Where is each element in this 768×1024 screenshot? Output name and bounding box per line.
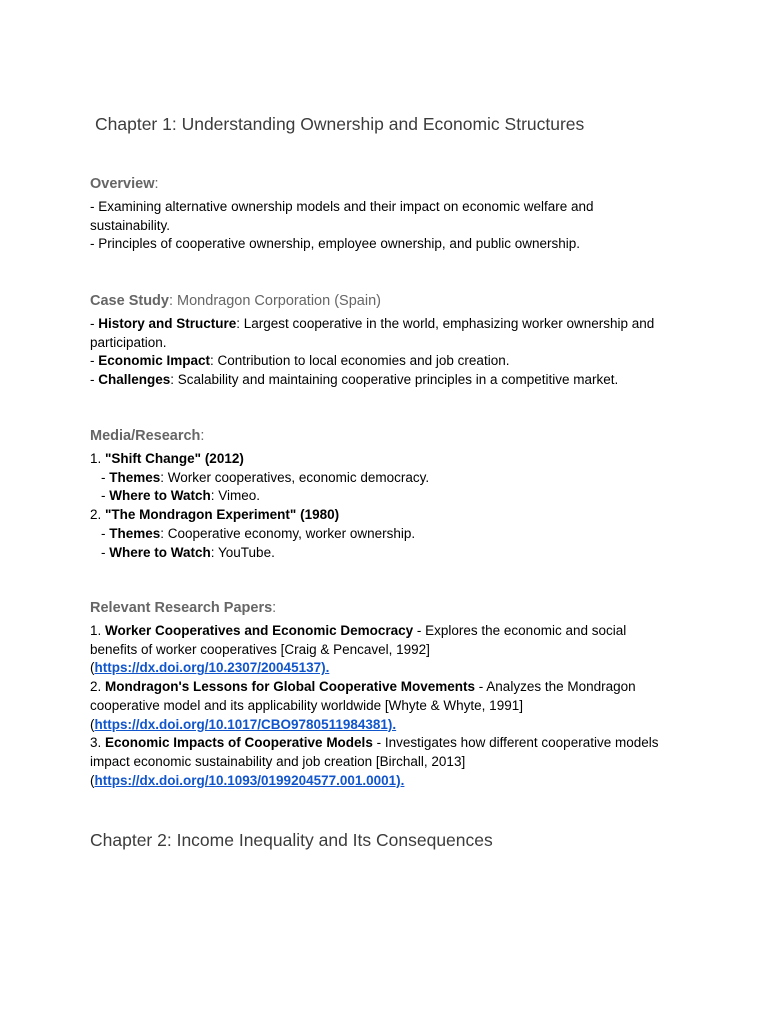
overview-line-3: - Principles of cooperative ownership, employee ownership, and public ownership. [90,236,581,252]
case-study-subtitle: : Mondragon Corporation (Spain) [168,293,381,309]
media-item-themes [90,525,690,544]
media-item-title [90,506,690,525]
paper-link-line [90,772,690,791]
list-number: 2. [90,507,106,523]
themes-text: : Cooperative economy, worker ownership. [160,525,416,541]
watch-label: Where to Watch [109,544,211,560]
bullet-prefix: - [101,469,110,485]
paper-item [90,622,690,641]
list-number: 1. [90,623,106,638]
bullet-prefix: - [90,353,99,369]
themes-label: Themes [109,469,161,485]
case-study-text: : Scalability and maintaining cooperative principles in a competitive market. [170,372,619,388]
media-item-title [90,450,690,469]
paper-doi-link[interactable]: https://dx.doi.org/10.2307/20045137). [94,660,330,676]
overview-heading-colon: : [154,176,159,192]
case-study-item [90,315,690,334]
paren-open: ( [90,716,95,732]
chapter-1-title: Chapter 1: Understanding Ownership and Economic Structures [95,114,585,134]
case-study-heading-label: Case Study [90,293,169,309]
paren-open: ( [90,660,95,676]
bullet-prefix: - [90,316,99,331]
list-number: 2. [90,679,106,695]
paper-item [90,678,690,697]
overview-body [90,198,690,254]
paper-link-line [90,659,690,678]
case-study-term: History and Structure [98,316,237,331]
case-study-term: Challenges [98,372,171,388]
chapter-2-title: Chapter 2: Income Inequality and Its Consequences [90,830,493,850]
case-study-text: : Contribution to local economies and job creation. [210,353,510,369]
media-item-themes [90,469,690,488]
themes-label: Themes [109,525,161,541]
paper-title: Economic Impacts of Cooperative Models [105,735,373,751]
paper-desc: - Explores the economic and social [413,623,627,638]
media-body [90,450,690,562]
paper-desc: - Analyzes the Mondragon [475,679,636,695]
paper-desc-line: impact economic sustainability and job creation [Birchall, 2013] [90,753,466,769]
paren-open: ( [90,772,95,788]
watch-text: : YouTube. [210,544,275,560]
paper-doi-link[interactable]: https://dx.doi.org/10.1093/0199204577.001.0001). [94,772,405,788]
paper-link-line [90,716,690,735]
papers-heading-label: Relevant Research Papers [90,600,273,616]
overview-line-2: sustainability. [90,217,171,233]
bullet-prefix: - [101,544,110,560]
list-number: 1. [90,451,106,466]
case-study-body [90,315,690,390]
overview-heading-label: Overview [90,176,155,192]
case-study-item [90,352,690,371]
case-study-term: Economic Impact [98,353,211,369]
themes-text: : Worker cooperatives, economic democracy. [160,469,430,485]
papers-heading-colon: : [272,600,277,616]
paper-title: Mondragon's Lessons for Global Cooperative Movements [105,679,476,695]
paper-title: Worker Cooperatives and Economic Democracy [105,623,414,638]
case-study-item-continuation: participation. [90,334,167,350]
bullet-prefix: - [90,372,99,388]
papers-body [90,622,690,790]
media-item-watch [90,544,690,563]
case-study-heading [90,293,381,309]
papers-heading [90,600,276,616]
media-heading-label: Media/Research [90,428,201,444]
case-study-item [90,371,690,390]
media-title: "Shift Change" (2012) [105,451,244,466]
media-heading [90,428,204,444]
watch-text: : Vimeo. [210,488,261,504]
media-title: "The Mondragon Experiment" (1980) [105,507,340,523]
paper-desc: - Investigates how different cooperative models [372,735,659,751]
case-study-text: : Largest cooperative in the world, emphasizing worker ownership and [236,316,655,331]
paper-desc-line: benefits of worker cooperatives [Craig & Pencavel, 1992] [90,641,430,657]
bullet-prefix: - [101,488,110,504]
media-heading-colon: : [200,428,205,444]
paper-doi-link[interactable]: https://dx.doi.org/10.1017/CBO9780511984381). [94,716,397,732]
overview-heading [90,176,159,192]
list-number: 3. [90,735,106,751]
paper-desc-line: cooperative model and its applicability worldwide [Whyte & Whyte, 1991] [90,697,523,713]
media-item-watch [90,487,690,506]
bullet-prefix: - [101,525,110,541]
paper-item [90,734,690,753]
overview-line-1: - Examining alternative ownership models and their impact on economic welfare and [90,199,594,214]
watch-label: Where to Watch [109,488,211,504]
